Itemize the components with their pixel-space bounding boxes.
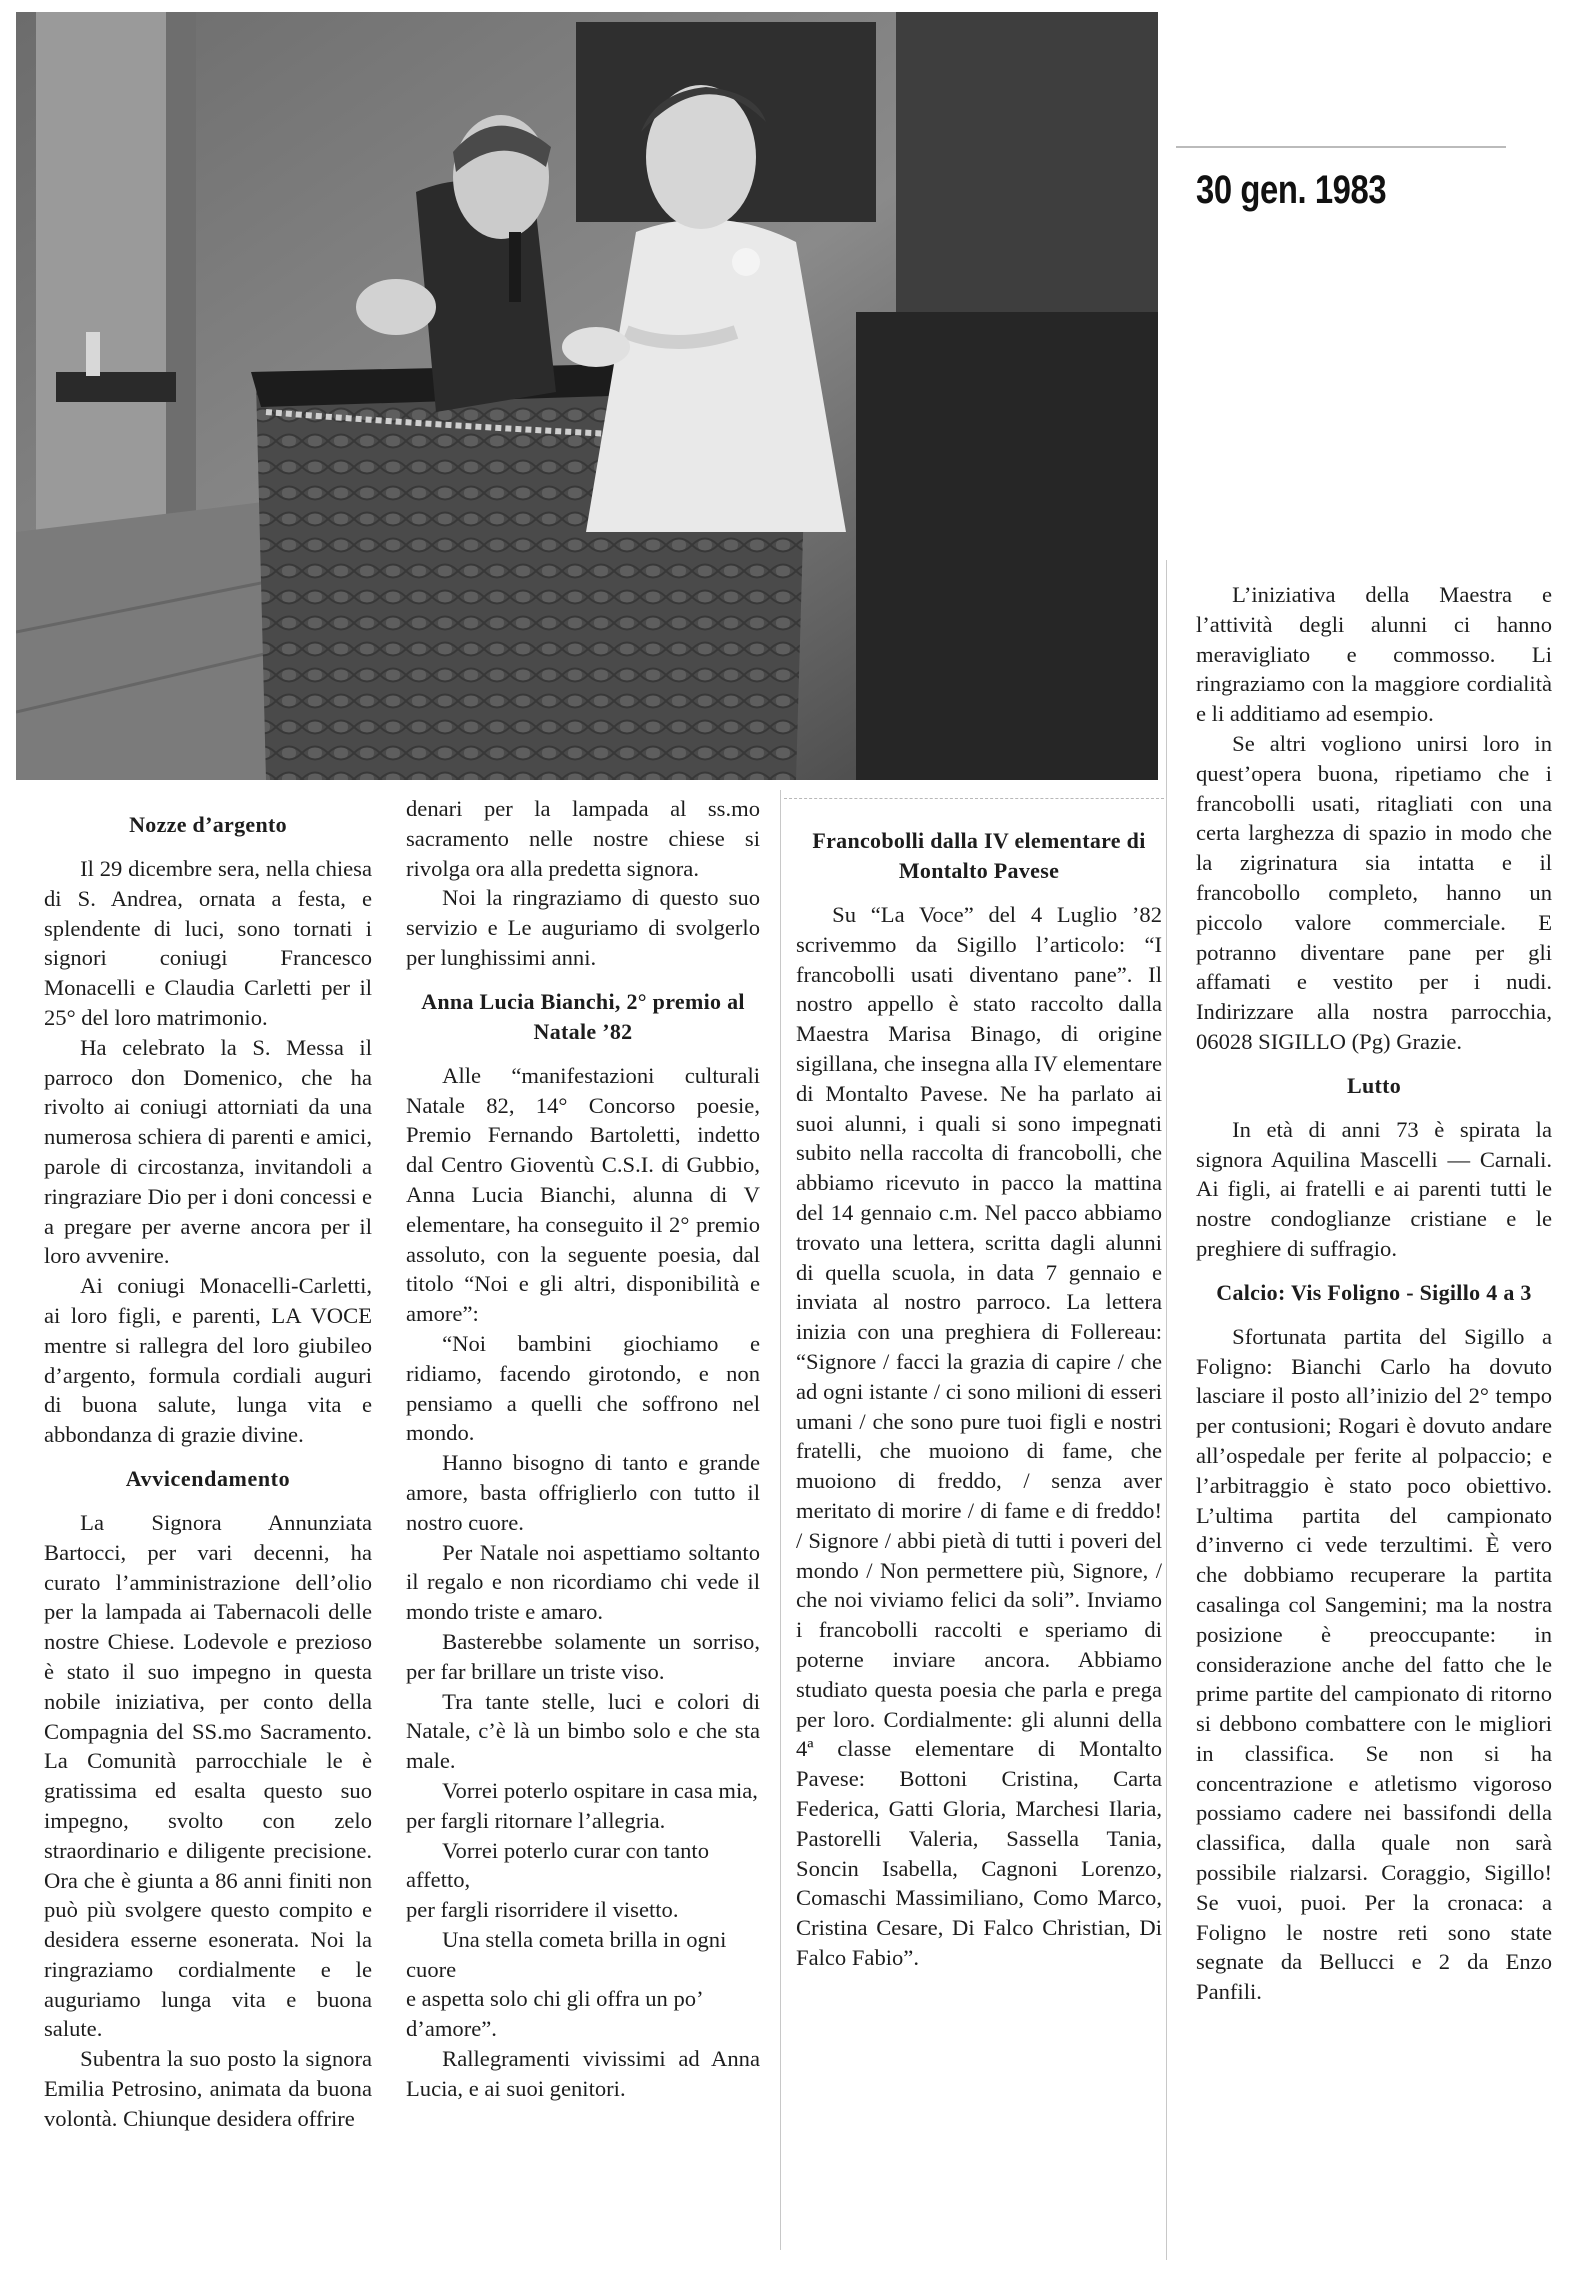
paragraph: Su “La Voce” del 4 Luglio ’82 scrivemmo da Sigillo l’articolo: “I francobolli usati diventano pane”. Il nostro appello è stato raccolto dalla Maestra Marisa Binago, di origine sigillana, che insegna alla IV elementare di Montalto Pavese. Ne ha parlato ai suoi alunni, i quali si sono impegnati subito nella raccolta di francobolli, che abbiamo ricevuto in pacco la mattina del 14 gennaio c.m. Nel pacco abbiamo trovato una lettera, scritta dagli alunni di quella scuola, in data 7 gennaio e inviata al nostro parroco. La lettera inizia con una preghiera di Follereau: “Signore / facci la grazia di capire / che ad ogni istante / ci sono milioni di esseri umani / che sono pure tuoi figli e nostri fratelli, che muoiono di fame, che muoiono di freddo, / senza aver meritato di morire / di fame e di freddo! / Signore / abbi pietà di tutti i poveri del mondo / Non permettere più, Signore, / che noi viviamo felici da soli”. Inviamo i francobolli raccolti e speriamo di poterne inviare ancora. Abbiamo studiato questa poesia che parla e prega per loro. Cordialmente: gli alunni della 4ª classe elementare di Montalto Pavese: Bottoni Cristina, Carta Federica, Gatti Gloria, Marchesi Ilaria, Pastorelli Valeria, Sassella Tania, Soncin Isabella, Cagnoni Lorenzo, Comaschi Massimiliano, Como Marco, Cristina Cesare, Di Falco Christian, Di Falco Fabio”. <box>796 902 1162 1970</box>
poem-stanza: Vorrei poterlo ospitare in casa mia, <box>442 1777 758 1803</box>
paragraph: denari per la lampada al ss.mo sacramento nelle nostre chiese si rivolga ora alla predetta signora. <box>406 796 760 881</box>
paragraph: Ha celebrato la S. Messa il parroco don Domenico, che ha rivolto ai coniugi attorniati da una numerosa schiera di parenti e amici, parole di circostanza, invitandoli a ringraziare Dio per i doni concessi e a pregare per averne ancora per il loro avvenire. <box>44 1034 372 1269</box>
column-4 <box>1196 580 1552 2007</box>
headline-anna-lucia: Anna Lucia Bianchi, 2° premio al Natale ’82 <box>421 988 745 1044</box>
paragraph: Sfortunata partita del Sigillo a Foligno: Bianchi Carlo ha dovuto lasciare il posto all’inizio del 2° tempo per contusioni; Rogari è dovuto andare all’ospedale per ferite al polpaccio; e l’arbitraggio è stato poco obiettivo. L’ultima partita del campionato d’inverno ci vede terzultimi. È vero che dobbiamo recuperare la partita casalinga col Sangemini; ma la nostra posizione è preoccupante: in considerazione anche del fatto che le prime partite del campionato di ritorno si debbono combattere con le migliori in classifica. Se non si ha concentrazione e atletismo vigoroso possiamo cadere nei bassifondi della classifica, dalla quale non sarà possibile rialzarsi. Coraggio, Sigillo! Se vuoi, puoi. Per la cronaca: a Foligno le nostre reti sono state segnate da Bellucci e 2 da Enzo Panfili. <box>1196 1323 1552 2005</box>
poem-line: per fargli ritornare l’allegria. <box>406 1807 666 1833</box>
paragraph: La Signora Annunziata Bartocci, per vari decenni, ha curato l’amministrazione dell’olio per la lampada ai Tabernacoli delle nostre Chiese. Lodevole e prezioso è stato il suo impegno in questa nobile iniziativa, per conto della Compagnia del SS.mo Sacramento. La Comunità parrocchiale le è gratissima ed esalta questo suo impegno, svolto con zelo straordinario e diligente precisione. Ora che è giunta a 86 anni finiti non può più svolgere questo compito e desidera esserne esonerata. Noi la ringraziamo cordialmente e le auguriamo lunga vita e buona salute. <box>44 1509 372 2042</box>
column-2 <box>406 794 760 2104</box>
poem-stanza: Basterebbe solamente un sorriso, per far brillare un triste viso. <box>406 1628 760 1684</box>
headline-calcio: Calcio: Vis Foligno - Sigillo 4 a 3 <box>1216 1279 1532 1305</box>
headline-francobolli: Francobolli dalla IV elementare di Montalto Pavese <box>812 828 1146 883</box>
paragraph: L’iniziativa della Maestra e l’attività degli alunni ci hanno meravigliato e commosso. Li ringraziamo con la maggiore cordialità e li additiamo ad esempio. <box>1196 582 1552 727</box>
date-rule <box>1176 146 1506 148</box>
wedding-photo <box>16 12 1158 780</box>
headline-nozze: Nozze d’argento <box>129 812 287 837</box>
paragraph: Ai coniugi Monacelli-Carletti, ai loro figli, e parenti, LA VOCE mentre si rallegra del loro giubileo d’argento, formula cordiali auguri di buona salute, lunga vita e abbondanza di grazie divine. <box>44 1273 372 1448</box>
poem-stanza: Hanno bisogno di tanto e grande amore, basta offriglierlo con tutto il nostro cuore. <box>406 1450 760 1535</box>
paragraph: In età di anni 73 è spirata la signora Aquilina Mascelli — Carnali. Ai figli, ai fratelli e ai parenti tutti le nostre condoglianze cristiane e le preghiere di suffragio. <box>1196 1116 1552 1261</box>
clipping-date: 30 gen. 1983 <box>1196 168 1387 212</box>
photo-illustration <box>16 12 1158 780</box>
poem-line: per fargli risorridere il visetto. <box>406 1897 679 1923</box>
poem-stanza: Tra tante stelle, luci e colori di Natale, c’è là un bimbo solo e che sta male. <box>406 1688 760 1774</box>
clipping-edge <box>1166 560 1167 2260</box>
clipping-edge <box>780 790 781 2250</box>
poem-stanza: Per Natale noi aspettiamo soltanto il regalo e non ricordiamo chi vede il mondo triste e amaro. <box>406 1539 760 1625</box>
column-1 <box>44 796 372 2134</box>
paragraph: Se altri vogliono unirsi loro in quest’opera buona, ripetiamo che i francobolli usati, ritagliati con una certa larghezza di spazio in modo che la zigrinatura sia intatta e il francobollo completo, hanno un piccolo valore commerciale. E potranno diventare pane per gli affamati e vestito per i nudi. Indirizzare alla nostra parrocchia, 06028 SIGILLO (Pg) Grazie. <box>1196 730 1552 1054</box>
poem-stanza: Vorrei poterlo curar con tanto affetto, <box>406 1837 709 1893</box>
headline-lutto: Lutto <box>1346 1072 1402 1098</box>
poem-line: e aspetta solo chi gli offra un po’ d’amore”. <box>406 1986 702 2042</box>
poem-stanza: “Noi bambini giochiamo e ridiamo, facendo girotondo, e non pensiamo a quelli che soffrono nel mondo. <box>406 1330 760 1446</box>
paragraph: Noi la ringraziamo di questo suo servizio e Le auguriamo di svolgerlo per lunghissimi anni. <box>406 885 760 970</box>
clipping-edge <box>784 798 1164 799</box>
headline-avvicendamento: Avvicendamento <box>125 1465 291 1491</box>
poem-stanza: Una stella cometa brilla in ogni cuore <box>406 1926 727 1982</box>
paragraph: Rallegramenti vivissimi ad Anna Lucia, e ai suoi genitori. <box>406 2046 760 2101</box>
paragraph: Subentra la suo posto la signora Emilia Petrosino, animata da buona volontà. Chiunque desidera offrire <box>44 2046 372 2131</box>
column-3 <box>796 812 1162 1973</box>
paragraph: Alle “manifestazioni culturali Natale 82, 14° Concorso poesie, Premio Fernando Bartoletti, indetto dal Centro Gioventù C.S.I. di Gubbio, Anna Lucia Bianchi, alunna di V elementare, ha conseguito il 2° premio assoluto, con la seguente poesia, dal titolo “Noi e gli altri, disponibilità e amore”: <box>406 1062 760 1327</box>
paragraph: Il 29 dicembre sera, nella chiesa di S. Andrea, ornata a festa, e splendente di luci, sono tornati i signori coniugi Francesco Monacelli e Claudia Carletti per il 25° del loro matrimonio. <box>44 856 372 1030</box>
